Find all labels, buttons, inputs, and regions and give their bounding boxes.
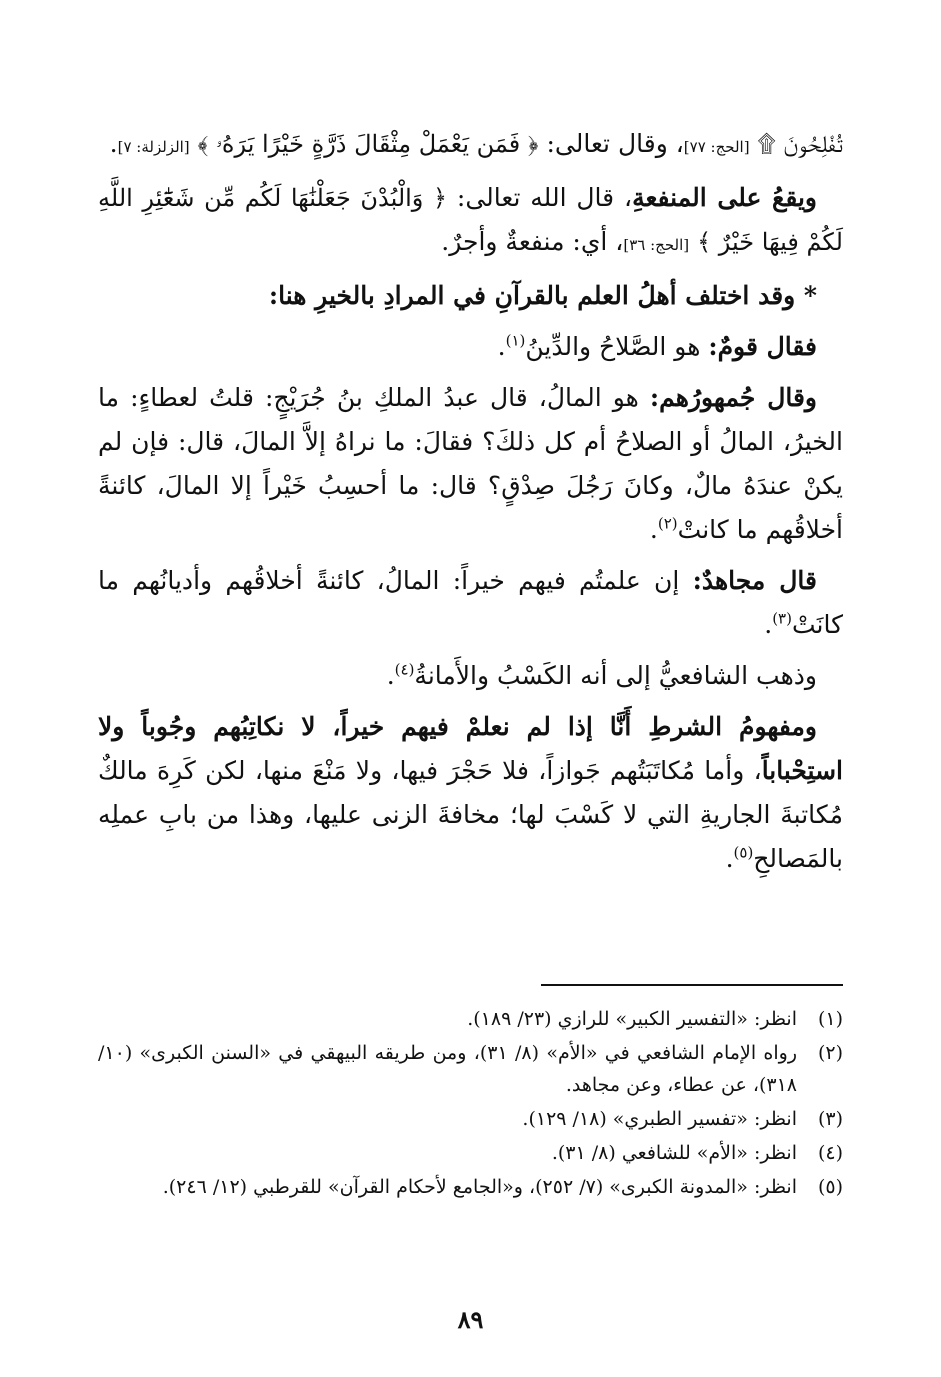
footnote-number: (٣) [817, 1108, 843, 1130]
paragraph-text: ، وأما مُكاتَبَتُهم جَوازاً، فلا حَجْرَ فيها، ولا مَنْعَ منها، لكن كَرِهَ مالكٌ مُكاتبةَ الجاريةِ التي لا كَسْبَ لها؛ مخافةَ الزنى عليها، وهذا من بابِ عملِه بالمَصالحِ [98, 756, 843, 873]
footnote-number: (٥) [817, 1176, 843, 1198]
footnote-text: انظر: «التفسير الكبير» للرازي (٢٣/ ١٨٩). [467, 1008, 797, 1030]
footnote-item [98, 1037, 843, 1101]
footnotes [98, 1003, 843, 1205]
paragraph-lead: ويقعُ على المنفعةِ [632, 183, 817, 212]
footnote-item [98, 1003, 843, 1035]
paragraph-text: ، وقال تعالى: [546, 129, 684, 158]
footnote-number: (٢) [817, 1042, 843, 1064]
paragraph-6 [98, 559, 843, 647]
paragraph-end: . [764, 610, 773, 639]
section-heading: * وقد اختلف أهلُ العلم بالقرآنِ في المرادِ بالخيرِ هنا: [268, 281, 817, 310]
paragraph-4 [98, 325, 843, 369]
quran-verse: ﴿ وَالْبُدْنَ جَعَلْنَٰهَا لَكُم مِّن شَعَٰٓئِرِ اللَّهِ لَكُمْ فِيهَا خَيْرٌ ﴾ [98, 184, 843, 256]
footnote-marker[interactable]: (١) [505, 331, 526, 350]
footnote-text: انظر: «الأم» للشافعي (٨/ ٣١). [551, 1142, 797, 1164]
paragraph-end: . [109, 129, 118, 158]
paragraph-end: . [497, 332, 506, 361]
paragraph-text: هو الصَّلاحُ والدِّينُ [525, 332, 709, 361]
footnote-text: انظر: «المدونة الكبرى» (٧/ ٢٥٢)، و«الجامع لأحكام القرآن» للقرطبي (١٢/ ٢٤٦). [162, 1176, 797, 1198]
footnote-item [98, 1171, 843, 1203]
paragraph-7 [98, 654, 843, 698]
paragraph-text: هو المالُ، قال عبدُ الملكِ بنُ جُرَيْجٍ: قلتُ لعطاءٍ: ما الخيرُ، المالُ أو الصلاحُ أم كل ذلكَ؟ فقالَ: ما نراهُ إلاَّ المالَ، قال: فإن لم يكنْ عندَهُ مالٌ، وكانَ رَجُلَ صِدْقٍ؟ قال: ما أحسِبُ خَيْراً إلا المالَ، كائنةً أخلاقُهم ما كانتْ [98, 383, 843, 544]
paragraph-end: . [725, 844, 734, 873]
paragraph-1 [98, 122, 843, 169]
paragraph-2 [98, 176, 843, 267]
paragraph-lead: قال مجاهدٌ: [692, 566, 817, 595]
verse-reference: [الزلزلة: ٧] [117, 138, 190, 156]
footnote-item [98, 1137, 843, 1169]
paragraph-text: وذهب الشافعيُّ إلى أنه الكَسْبُ والأَمانةُ [414, 661, 817, 690]
paragraph-end: . [649, 515, 658, 544]
quran-verse-end: تُفْلِحُونَ ۩ [757, 130, 843, 158]
paragraph-lead: وقال جُمهورُهم: [649, 383, 817, 412]
paragraph-lead: ومفهومُ الشرطِ أَنَّا إذا لم نعلمْ فيهم خيراً، لا نكاتِبُهم وجُوباً ولا استِحْباباً [98, 712, 843, 785]
quran-verse: ﴿ فَمَن يَعْمَلْ مِثْقَالَ ذَرَّةٍ خَيْرًا يَرَهُۥ ﴾ [197, 130, 539, 158]
footnote-marker[interactable]: (٥) [733, 843, 754, 862]
verse-reference: [الحج: ٧٧] [683, 138, 750, 156]
footnote-text: رواه الإمام الشافعي في «الأم» (٨/ ٣١)، ومن طريقه البيهقي في «السنن الكبرى» (١٠/ ٣١٨)، عن عطاء، وعن مجاهد. [98, 1042, 797, 1096]
paragraph-text: إن علمتُم فيهم خيراً: المالُ، كائنةً أخلاقُهم وأديانُهم ما كانَتْ [98, 566, 843, 639]
paragraph-5 [98, 376, 843, 552]
main-text [98, 122, 843, 888]
footnote-divider [541, 984, 843, 986]
footnote-marker[interactable]: (٤) [394, 660, 415, 679]
paragraph-8 [98, 705, 843, 881]
page-number: ٨٩ [457, 1305, 484, 1334]
footnote-number: (١) [817, 1008, 843, 1030]
paragraph-text: ، أي: منفعةٌ وأجرٌ. [441, 227, 624, 256]
footnote-number: (٤) [817, 1142, 843, 1164]
paragraph-lead: فقال قومٌ: [708, 332, 817, 361]
footnote-marker[interactable]: (٣) [772, 609, 792, 628]
paragraph-end: . [386, 661, 395, 690]
footnote-text: انظر: «تفسير الطبري» (١٨/ ١٢٩). [522, 1108, 797, 1130]
footnote-marker[interactable]: (٢) [657, 514, 678, 533]
footnote-item [98, 1103, 843, 1135]
paragraph-text: ، قال الله تعالى: [456, 183, 633, 212]
verse-reference: [الحج: ٣٦] [623, 236, 690, 254]
